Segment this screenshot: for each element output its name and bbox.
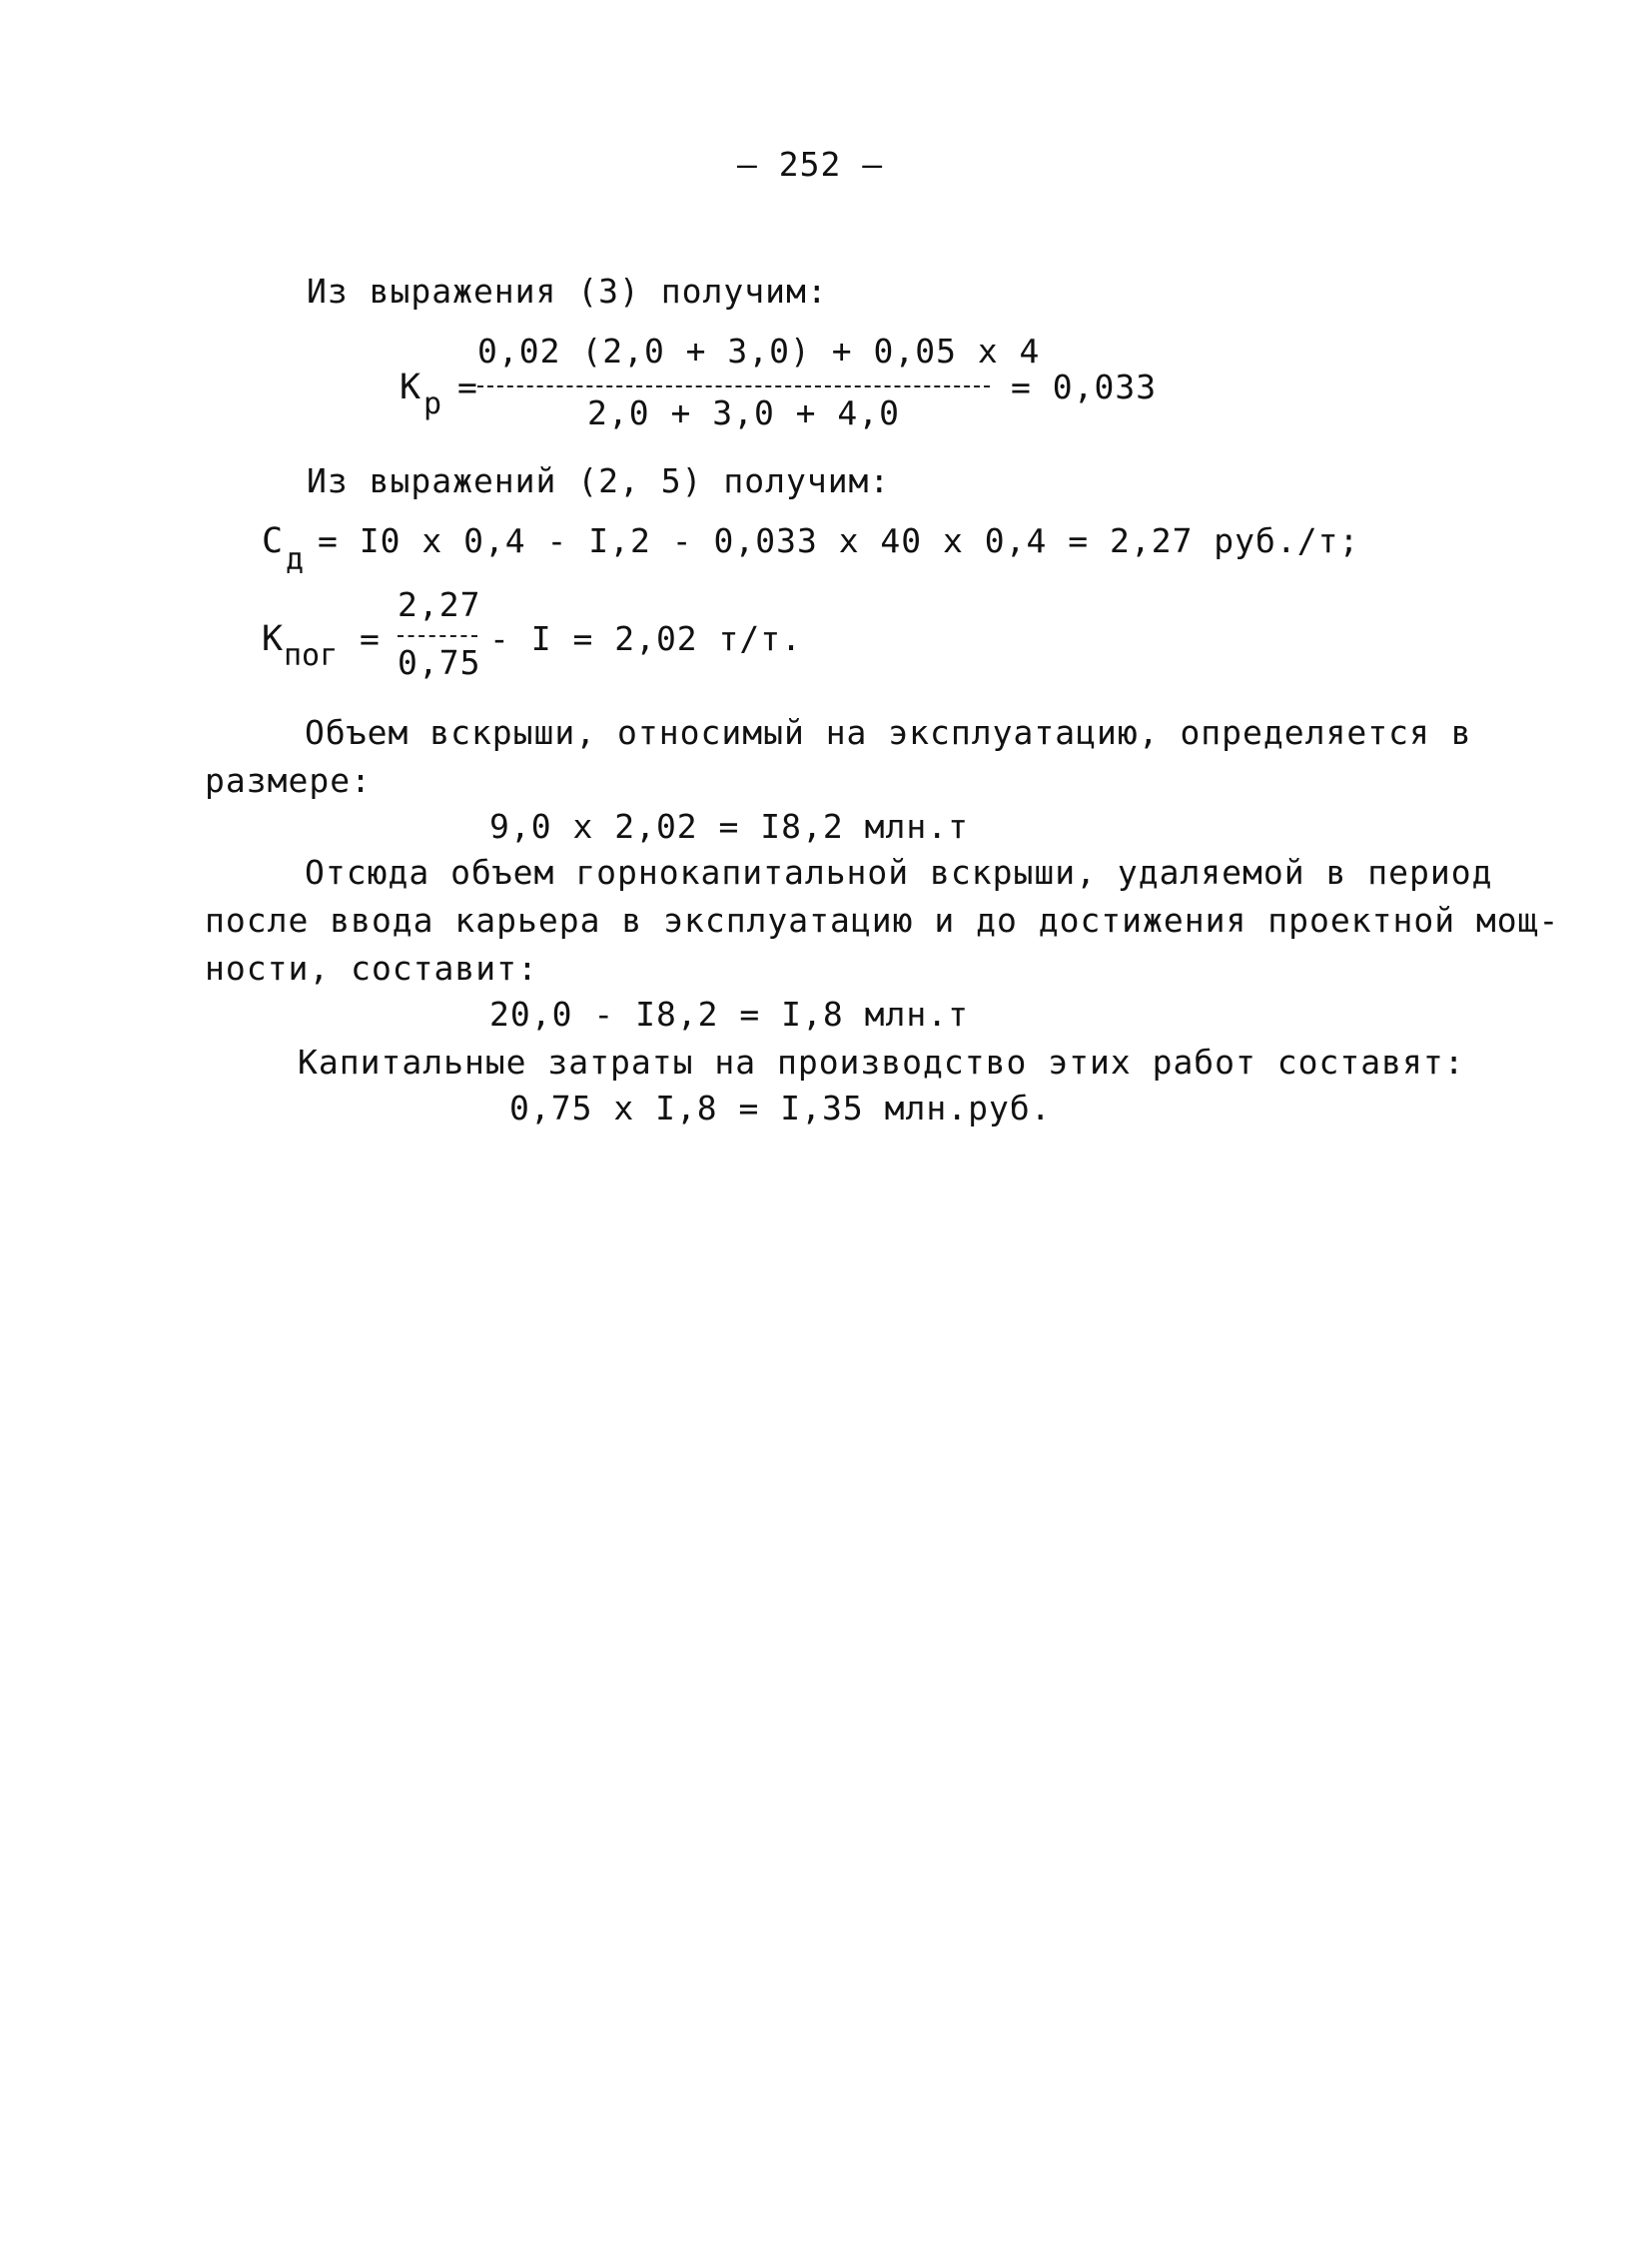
para1-line2: размере: [205,761,372,800]
para2-formula: 20,0 - I8,2 = I,8 млн.т [489,995,969,1034]
cd-subscript: д [286,542,305,577]
kpog-denominator: 0,75 [398,643,481,682]
kp-equals: = [457,368,478,406]
block2-intro: Из выражений (2, 5) получим: [307,461,891,500]
kpog-subscript: пог [284,638,339,673]
kp-numerator: 0,02 (2,0 + 3,0) + 0,05 x 4 [477,332,1041,371]
cd-symbol: С [262,521,284,561]
para3-formula: 0,75 x I,8 = I,35 млн.руб. [509,1089,1052,1127]
para2-line1: Отсюда объем горнокапитальной вскрыши, удаляемой в период [305,853,1493,892]
para1-line1: Объем вскрыши, относимый на эксплуатацию, определяется в [305,713,1472,752]
para2-line2: после ввода карьера в эксплуатацию и до достижения проектной мощ- [205,901,1560,940]
para1-formula: 9,0 x 2,02 = I8,2 млн.т [489,807,969,846]
kpog-fraction-bar [398,635,477,637]
kp-fraction-bar [477,385,990,387]
kp-symbol: К [400,368,421,407]
kpog-symbol: К [262,619,284,659]
para2-line3: ности, составит: [205,949,538,988]
kpog-equals: = [360,619,381,658]
kp-subscript: р [423,386,442,421]
block1-intro: Из выражения (3) получим: [307,272,828,311]
kpog-numerator: 2,27 [398,585,481,624]
kp-result: = 0,033 [1011,368,1158,406]
para3-line1: Капитальные затраты на производство этих работ составят: [298,1043,1465,1082]
page-number: – 252 – [737,145,884,184]
kp-denominator: 2,0 + 3,0 + 4,0 [587,393,901,432]
kpog-rest: - I = 2,02 т/т. [489,619,803,658]
cd-expression: = I0 x 0,4 - I,2 - 0,033 x 40 x 0,4 = 2,27 руб./т; [318,521,1360,560]
